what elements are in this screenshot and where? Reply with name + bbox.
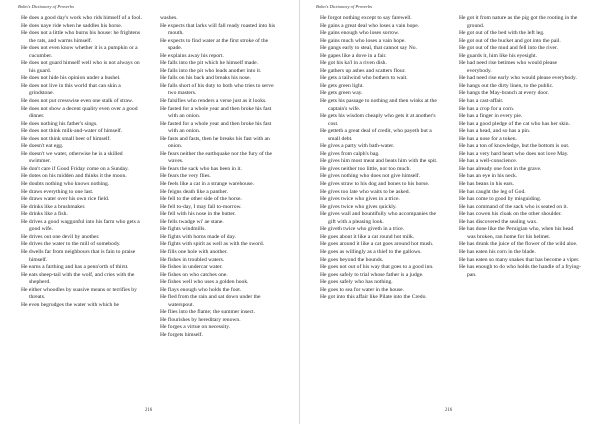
proverb-entry: He drives out one devil by another. xyxy=(21,233,100,240)
proverb-entry: He does not guard himself well who is not always on his guard. xyxy=(21,60,140,74)
proverb-entry: He has done like the Peruigian who, when his head was broken, ran home for his helmet. xyxy=(459,226,574,240)
proverb-entry: He even begrudges the water with which he xyxy=(21,301,120,308)
right-page-number: 216 xyxy=(445,408,453,413)
proverb-entry: He does not a little who burns his house: he frightens the rats, and warms himself. xyxy=(21,30,141,44)
proverb-entry: He had need rise betimes who would please everybody. xyxy=(459,60,558,74)
proverb-entry: He drinks like a fish. xyxy=(21,211,68,218)
proverb-entry: He either whoodles by suasive means or terrifies by threats. xyxy=(21,286,137,301)
proverb-entry: He gives twice who gives quickly. xyxy=(320,203,397,210)
right-column-1 xyxy=(320,15,442,302)
proverb-entry: He falls into the pit who leads another into it. xyxy=(160,67,262,74)
proverb-entry: He giveth twice who giveth in a trice. xyxy=(320,226,405,233)
proverb-entry: He gives a party with bath-water. xyxy=(320,143,395,150)
proverb-entry: He feels like a cat in a strange warehouse. xyxy=(160,181,254,188)
proverb-entry: He gathers up ashes and scatters flour. xyxy=(320,67,406,74)
proverb-entry: He fights with horns made of day. xyxy=(160,233,236,240)
proverb-entry: He has a head, and so has a pin. xyxy=(459,128,531,135)
proverb-entry: He got out of the mud and fell into the river. xyxy=(459,45,558,52)
proverb-entry: He doubts nothing who knows nothing. xyxy=(21,181,110,188)
proverb-entry: He gains a great deal who loses a vain hope. xyxy=(320,22,420,29)
proverb-entry: He has caught the leg of God. xyxy=(459,188,526,195)
proverb-entry: He has a ton of knowledge, but the bottom is out. xyxy=(459,143,570,150)
proverb-entry: He fells twadge wi' ae stane. xyxy=(160,218,224,225)
proverb-entry: He hangs the May-branch at every door. xyxy=(459,90,549,97)
proverb-entry: He falsifies who renders a verse just as it looks. xyxy=(160,98,267,105)
proverb-entry: He goes as willingly as a thief to the gallows. xyxy=(320,248,422,255)
proverb-entry: He draws everything to one last. xyxy=(21,188,94,195)
proverb-entry: He flays enough who holds the foot. xyxy=(160,286,242,293)
proverb-entry: He gets green way. xyxy=(320,90,363,97)
proverb-entry: He guards it, him like his eyesight. xyxy=(459,52,537,59)
proverb-entry: He has a well-conscience. xyxy=(459,158,518,165)
proverb-entry: He expects that larks will fall ready roasted into his mouth. xyxy=(160,22,276,37)
proverb-entry: He explains away his report. xyxy=(160,52,224,59)
proverb-entry: He fasted for a whole year and then broke his fast with an onion. xyxy=(160,105,272,120)
proverb-entry: He fishes in troubled waters. xyxy=(160,256,225,263)
proverb-entry: He has an eye in his neck. xyxy=(459,173,518,180)
proverb-entry: He gives too late who waits to be asked. xyxy=(320,188,410,195)
proverb-entry: He gives neither too little, nor too much. xyxy=(320,165,411,172)
proverb-entry: He gives twice who gives in a trice. xyxy=(320,196,400,203)
proverb-entry: He fasts and fasts, then he breaks his fast with an onion. xyxy=(160,135,270,150)
proverb-entry: He fears the very flies. xyxy=(160,173,211,180)
proverb-entry: He drives the water to the mill of somebody. xyxy=(21,241,121,248)
proverb-entry: He has command of the sack who is seated on it. xyxy=(459,203,568,210)
proverb-entry: He fights windmills. xyxy=(160,226,206,233)
proverb-entry: He does nothing his father's sings. xyxy=(21,120,98,127)
proverb-entry: He does not even know whether it is a pumpkin or a cucumber. xyxy=(21,45,138,59)
proverb-entry: He fled from the rain and sat down under the waterspout. xyxy=(160,294,261,308)
proverb-entry: He fishes on who catches one. xyxy=(160,271,228,278)
proverb-entry: He drives a good waggonful into his farm who gets a good wife. xyxy=(21,218,140,233)
proverb-entry: He goes to sea for water in the house. xyxy=(320,286,405,293)
proverb-entry: He don't care if Good Friday come on a Sunday. xyxy=(21,165,129,172)
proverb-entry: He got out of the bucket and got into the pail. xyxy=(459,37,561,44)
proverb-entry: He feigns death like a panther. xyxy=(160,188,229,195)
proverb-list xyxy=(21,15,143,309)
left-column-2 xyxy=(160,15,282,340)
left-running-head: Bohn's Dictionary of Proverbs xyxy=(18,4,75,9)
proverb-entry: He dotes on his midden and thinks it the moon. xyxy=(21,173,127,180)
proverb-entry: He does naye ride when he saddles his horse. xyxy=(21,22,123,29)
proverb-entry: He gets his passage to nothing and then winks at the captain's wife. xyxy=(320,98,437,112)
proverb-entry: He got out of the bed with the left leg. xyxy=(459,30,545,37)
proverb-entry: He forges a virtue on necessity. xyxy=(160,324,231,331)
proverb-entry: He has eaten his corn in the blade. xyxy=(459,248,536,255)
proverb-entry: He fell to the other side of the horse. xyxy=(160,196,242,203)
proverb-entry: He earns a farthing and has a penn'orth of thirst. xyxy=(21,264,129,271)
proverb-entry: He has beans in his ears. xyxy=(459,181,514,188)
proverb-entry: He gives wall and bountifully who accompanies the gift with a pleasing look. xyxy=(320,211,437,225)
proverb-entry: He eats sheep-tail with the wolf, and cries with the shepherd. xyxy=(21,271,135,286)
proverb-entry: He goes about it like a cat round hot milk. xyxy=(320,233,415,240)
proverb-entry: He had need rise early who would please everybody. xyxy=(459,75,577,82)
proverb-entry: He goes safely who has nothing. xyxy=(320,279,393,286)
proverb-list xyxy=(459,15,581,279)
proverb-entry: He gapes like a dove in a fair. xyxy=(320,52,387,59)
right-running-head: Bohn's Dictionary of Proverbs xyxy=(316,4,373,9)
proverb-entry: He has a nose for a token. xyxy=(459,135,517,142)
proverb-entry: He gets a tailwind who bothers to wait. xyxy=(320,75,408,82)
proverb-entry: He fills one hole with another. xyxy=(160,248,228,255)
proverb-entry: He got into this affair like Pilate into the Credo. xyxy=(320,294,427,301)
proverb-entry: He gives straw to his dog and bones to his horse. xyxy=(320,181,430,188)
proverb-entry: He got his ka'l in a riven dish. xyxy=(320,60,387,67)
proverb-entry: He has cowen his cloak on the other shoulder. xyxy=(459,211,562,218)
proverb-entry: He does not show a decent quality even over a good dinner. xyxy=(21,105,138,120)
proverb-entry: He draws water over his own rice field. xyxy=(21,196,110,203)
proverb-entry: He doesn't eat egg. xyxy=(21,143,64,150)
proverb-entry: He forgot nothing except to say farewell. xyxy=(320,15,412,21)
proverb-entry: He has discovered the sealing wax. xyxy=(459,218,538,225)
proverb-entry: He goes not out of his way that goes to a good inn. xyxy=(320,264,434,271)
proverb-entry: He falls into the pit which he himself made. xyxy=(160,60,259,67)
proverb-entry: He gets his wisdom cheaply who gets it at another's cost. xyxy=(320,113,436,127)
proverb-entry: He gangs early to steal, that cannot say No. xyxy=(320,45,417,52)
proverb-entry: He getteth a great deal of credit, who payeth but a small debt. xyxy=(320,128,432,142)
proverb-entry: He has drunk the juice of the flower of the wild aloe. xyxy=(459,241,578,248)
proverb-entry: He fears neither the earthquake nor the fury of the waves. xyxy=(160,150,272,165)
proverb-entry: He does not live in this world that can skin a grindstone. xyxy=(21,82,121,97)
proverb-list xyxy=(320,15,442,302)
proverb-entry: He has enough to do who holds the handle of a frying-pan. xyxy=(459,264,581,278)
proverb-entry: He hangs out the dirty linen, to the public. xyxy=(459,82,554,89)
proverb-entry: He dwells far from neighbours that is fain to praise himself. xyxy=(21,248,136,263)
proverb-entry: He has already one foot in the grave. xyxy=(459,165,542,172)
proverb-entry: He falls short of his duty to both who tries to serve two masters. xyxy=(160,82,274,97)
proverb-entry: He gives nothing who does not give himself. xyxy=(320,173,421,180)
left-column-1 xyxy=(21,15,143,309)
proverb-entry: He fell to-day, I may fall to-morrow. xyxy=(160,203,242,210)
proverb-entry: He forgets himself. xyxy=(160,331,203,338)
proverb-entry: He fishes in undercar water. xyxy=(160,264,223,271)
proverb-entry: He does not think milk-and-water of himself. xyxy=(21,128,123,135)
proverb-entry: He has eaten so many snakes that has become a viper. xyxy=(459,256,580,263)
proverb-entry: He has a finger in every pie. xyxy=(459,113,523,120)
proverb-entry: He does not hide his opinion under a bushel. xyxy=(21,75,121,82)
left-page-number: 216 xyxy=(145,408,153,413)
proverb-entry: He gives him most meat and beats him with the spit. xyxy=(320,158,438,165)
proverb-entry: He has come to good by misguiding. xyxy=(459,196,542,203)
proverb-list xyxy=(160,15,282,340)
proverb-entry: He drinks like a brushmaker. xyxy=(21,203,86,210)
proverb-entry: He has a good pledge of the cat who has her skin. xyxy=(459,120,570,127)
proverb-entry: He flourishes by hereditary renown. xyxy=(160,316,241,323)
proverb-entry: He doesn't we water, otherwise he is a skilled swimmer. xyxy=(21,150,123,165)
proverb-entry: He flies into the flame; the summer insect. xyxy=(160,309,256,316)
proverb-entry: He has a crop for a corn. xyxy=(459,105,515,112)
proverb-entry: He does a good day's work who rids himself of a fool. xyxy=(21,15,142,21)
proverb-entry: He fights with spirit as well as with the sword. xyxy=(160,241,265,248)
right-column-2 xyxy=(459,15,581,279)
proverb-entry: He has a cast-affair. xyxy=(459,98,504,105)
proverb-entry: He fears the sack who has been in it. xyxy=(160,165,242,172)
proverb-entry: He goes beyond the bounds. xyxy=(320,256,384,263)
proverb-entry: He gains much who loses a vain hope. xyxy=(320,37,406,44)
proverb-entry: He has a very hard heart who does not love May. xyxy=(459,150,569,157)
proverb-entry: He goes safely to trial whose father is a judge. xyxy=(320,271,424,278)
proverb-entry: He gets green light. xyxy=(320,82,364,89)
proverb-entry: He does not put cresswise even one stalk of straw. xyxy=(21,98,134,105)
proverb-entry: He fell with his nose in the butter. xyxy=(160,211,236,218)
proverb-entry: He gains enough who loses sorrow. xyxy=(320,30,400,37)
proverb-entry: washes. xyxy=(160,15,178,21)
proverb-entry: He falls on his back and breaks his nose. xyxy=(160,75,251,82)
proverb-entry: He goes around it like a cat goes around hot mush. xyxy=(320,241,434,248)
proverb-entry: He expects to find water at the first stroke of the spade. xyxy=(160,37,269,52)
proverb-entry: He fasted for a whole year and then broke his fast with an onion. xyxy=(160,120,272,135)
proverb-entry: He got it from nature as the pig got the rooting in the ground. xyxy=(459,15,578,29)
proverb-entry: He fishes well who uses a golden hook. xyxy=(160,279,249,286)
proverb-entry: He does not think small beer of himself. xyxy=(21,135,111,142)
proverb-entry: He gives from calph's bag. xyxy=(320,150,380,157)
